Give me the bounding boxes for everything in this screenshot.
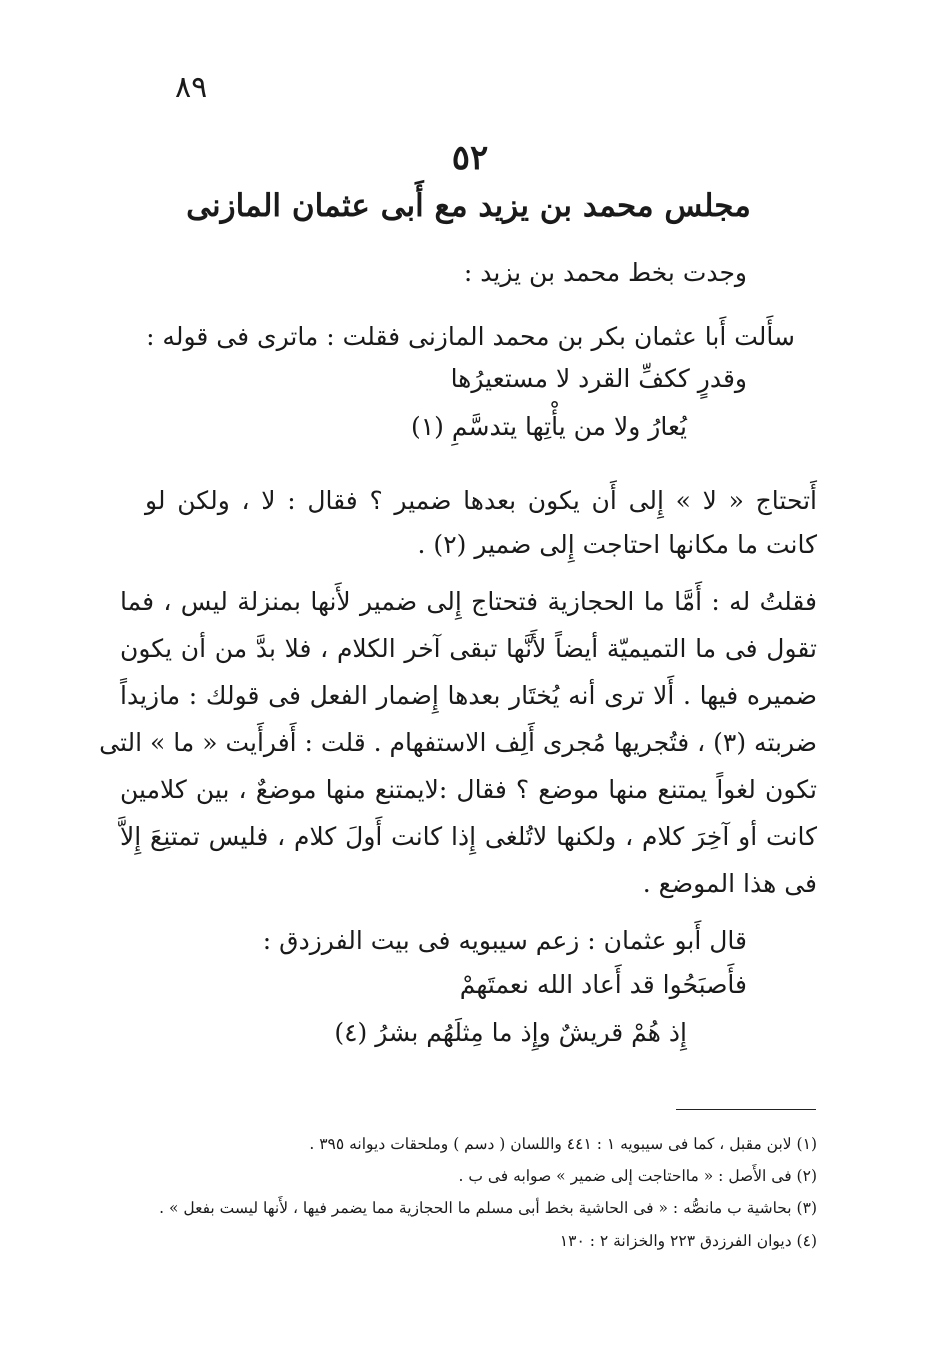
- verse2-second-hemistich: إِذ هُمْ قريشٌ وإِذ ما مِثلَهُم بشرُ (٤): [334, 1018, 687, 1047]
- paragraph2-line3: ضميره فيها . أَلا ترى أنه يُختَار بعدها إِضمار الفعل فى قولك : مازيداً: [120, 681, 818, 710]
- paragraph1-line1: أَتحتاج « لا » إِلى أَن يكون بعدها ضمير ؟ فقال : لا ، ولكن لو: [145, 486, 817, 515]
- verse1-second-hemistich: يُعارُ ولا من يأْتِها يتدسَّمِ (١): [410, 412, 687, 441]
- intro-line: وجدت بخط محمد بن يزيد :: [463, 258, 747, 287]
- quote-intro-line: قال أَبو عثمان : زعم سيبويه فى بيت الفرزدق :: [262, 926, 747, 955]
- paragraph2-line2: تقول فى ما التميميّة أيضاً لأَنَّها تبقى آخر الكلام ، فلا بدَّ من أن يكون: [120, 634, 817, 663]
- footnote-4: (٤) ديوان الفرزدق ٢٢٣ والخزانة ٢ : ١٣٠: [559, 1232, 817, 1250]
- paragraph1-line2: كانت ما مكانها احتاجت إِلى ضمير (٢) .: [417, 530, 817, 559]
- footnote-1: (١) لابن مقبل ، كما فى سيبويه ١ : ٤٤١ واللسان ( دسم ) وملحقات ديوانه ٣٩٥ .: [309, 1135, 817, 1153]
- footnote-separator: [676, 1109, 816, 1110]
- paragraph2-line1: فقلتُ له : أَمَّا ما الحجازية فتحتاج إِلى ضمير لأَنها بمنزلة ليس ، فما: [120, 587, 817, 616]
- question-line: سأَلت أَبا عثمان بكر بن محمد المازنى فقلت : ماترى فى قوله :: [146, 322, 795, 351]
- footnote-2: (٢) فى الأَصل : « مااحتاجت إلى ضمير » صوابه فى ب .: [458, 1167, 817, 1185]
- paragraph2-line6: كانت أو آخِرَ كلام ، ولكنها لاتُلغى إِذا كانت أَولَ كلام ، فليس تمتنِعَ إِلاَّ: [120, 822, 817, 851]
- footnote-3: (٣) بحاشية ب مانصُّه : « فى الحاشية بخط أبى مسلم ما الحجازية مما يضمر فيها ، لأَنها ليست بفعل » .: [159, 1199, 817, 1217]
- paragraph2-line7: فى هذا الموضع .: [642, 869, 817, 898]
- paragraph2-line4: ضربته (٣) ، فتُجريها مُجرى أَلِف الاستفهام . قلت : أَفرأَيت « ما » التى: [99, 728, 817, 757]
- page-number: ٨٩: [175, 70, 208, 105]
- verse2-first-hemistich: فأَصبَحُوا قد أَعاد الله نعمتَهمْ: [459, 970, 747, 999]
- section-number: ٥٢: [451, 138, 489, 178]
- chapter-heading: مجلس محمد بن يزيد مع أَبى عثمان المازنى: [186, 188, 751, 224]
- paragraph2-line5: تكون لغواً يمتنع منها موضع ؟ فقال :لايمتنع منها موضعٌ ، بين كلامين: [120, 775, 817, 804]
- verse1-first-hemistich: وقدرٍ ككفِّ القرد لا مستعيرُها: [450, 364, 747, 393]
